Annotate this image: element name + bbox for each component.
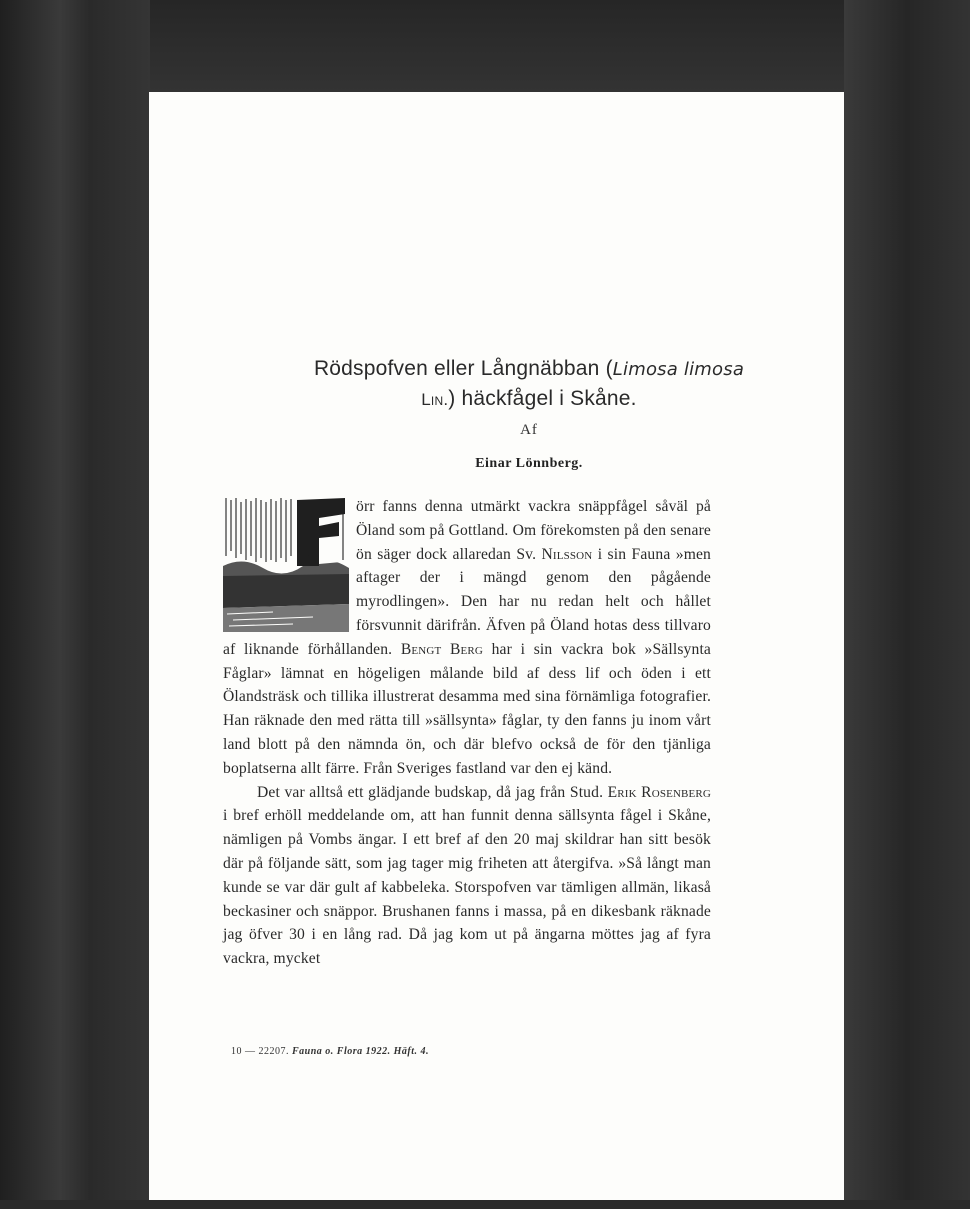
paragraph-1-text-a: örr fanns denna utmärkt vackra snäppfågel såväl på Öland som på Gottland. Om förekomsten på den senare ön säger dock allaredan Sv. [356, 498, 711, 563]
initial-letter: F [308, 556, 309, 557]
document-page [149, 92, 844, 1200]
footer-signature: 10 — 22207. [231, 1046, 289, 1057]
author-name: Einar Lönnberg. [475, 456, 583, 471]
footer-journal: Fauna o. Flora 1922. Häft. 4. [292, 1046, 430, 1057]
byline-af: Af [520, 422, 538, 438]
title-main: Rödspofven eller Långnäbban [313, 357, 600, 380]
paragraph-1-text-c: har i sin vackra bok »Sällsynta Fåglar» lämnat en högeligen målande bild af dess lif och öden i ett Ölandsträsk och tillika illustrerat desamma med sina förnämliga fotografier. Han räknade den med rätta till »sällsynta» fåglar, ty den fanns ju inom vårt land blott på den nämnda ön, och där blefvo också de för den tjänliga boplatserna allt färre. Från Sveriges fastland var den ej känd. [223, 640, 712, 777]
title-latin-name: Limosa limosa [612, 359, 745, 380]
title-rest: ) häckfågel i Skåne. [448, 387, 637, 410]
scan-background-left [0, 0, 150, 1209]
title-author-abbr: Lin. [421, 390, 449, 409]
article-title: Rödspofven eller Långnäbban (Limosa limosa Lin.) häckfågel i Skåne. [313, 357, 745, 410]
page-footer [231, 1046, 429, 1057]
name-bengt-berg: Bengt Berg [400, 640, 483, 658]
name-erik-rosenberg: Erik Rosenberg [607, 783, 711, 801]
paragraph-2-text-b: i bref erhöll meddelande om, att han funnit denna sällsynta fågel i Skåne, nämligen på Vombs ängar. I ett bref af den 20 maj skildrar han sitt besök där på följande sätt, som jag tager mig friheten att återgifva. »Så långt man kunde se var där gult af kabbeleka. Storspofven var tämligen allmän, likaså beckasiner och snäppor. Brushanen fanns i massa, på en dikesbank räknade jag öfver 30 i en lång rad. Då jag kom ut på ängarna möttes jag af fyra vackra, mycket [223, 807, 711, 968]
paragraph-1 [223, 495, 711, 781]
article-body [223, 495, 711, 971]
scan-background-bottom [0, 1200, 970, 1209]
paragraph-2-text-a: Det var alltså ett glädjande budskap, då jag från Stud. [257, 783, 608, 801]
scan-background-right [844, 0, 970, 1209]
paragraph-1-text-b: i sin Fauna »men aftager der i mängd genom den pågående myrodlingen». Den har nu redan helt och hållet försvunnit därifrån. Äfven på Öland hotas dess tillvaro af liknande förhållanden. [223, 545, 711, 658]
paragraph-2 [223, 781, 711, 971]
name-nilsson: Nilsson [541, 545, 593, 563]
